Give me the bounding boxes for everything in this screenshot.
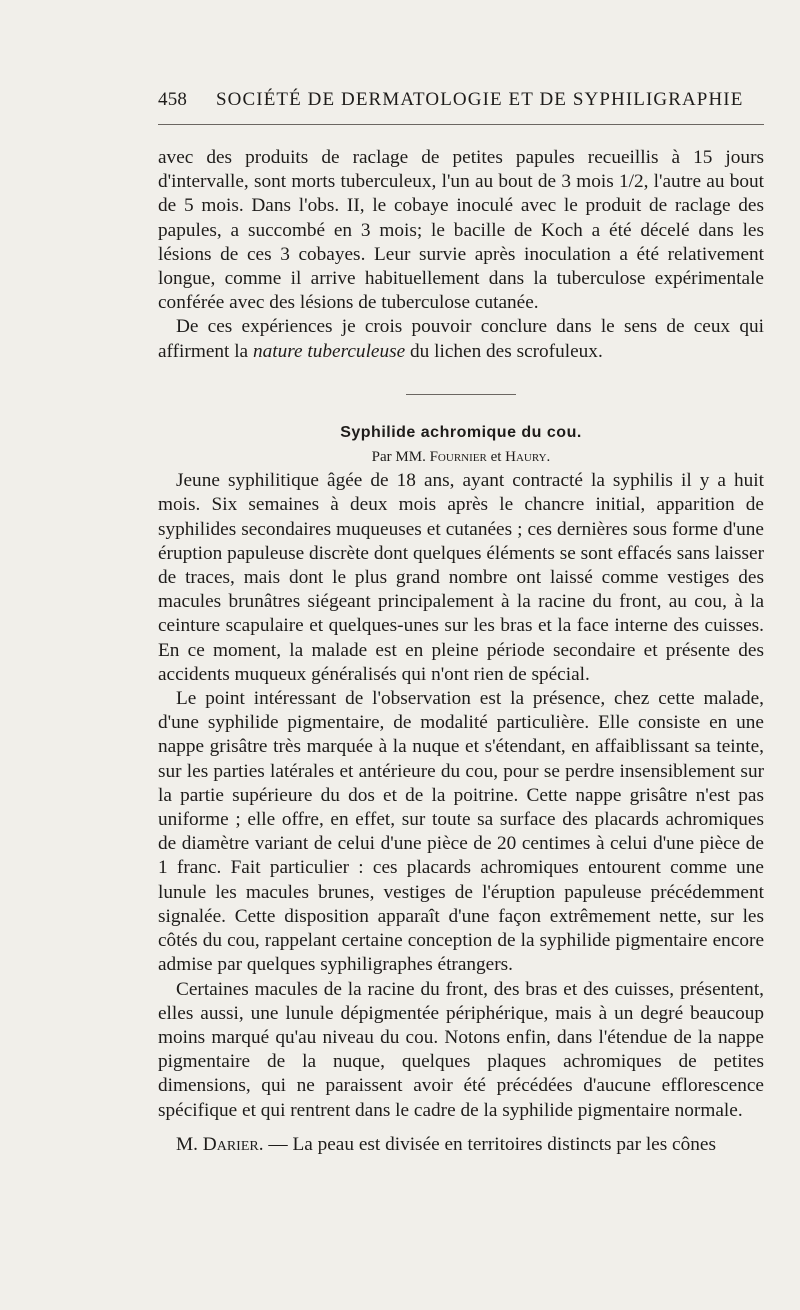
paragraph-macules: Certaines macules de la racine du front, des bras et des cuisses, présentent, elles aussi, une lunule dépigmentée périphérique, mais à un degré beaucoup moins marqué qu'au niveau du cou. Notons enfin, dans l'étendue de la nappe pigmentaire de la nuque, quelques plaques achromiques de petites dimensions, qui ne paraissent avoir été précédées d'aucune efflorescence spécifique et qui rentrent dans le cadre de la syphilide pigmentaire normale.	[158, 978, 764, 1121]
conclusion-text: De ces expériences je crois pouvoir conclure dans le sens de ceux qui affirment la	[158, 316, 764, 362]
author-fournier: Fournier	[429, 449, 487, 466]
section-authors	[158, 445, 764, 469]
body-text	[158, 146, 764, 1157]
page-number: 458	[158, 89, 188, 110]
section-title: Syphilide achromique du cou.	[340, 423, 582, 441]
header-rule	[158, 124, 764, 125]
authors-conjunction: et	[490, 449, 502, 466]
conclusion-emphasis: nature tuberculeuse	[252, 340, 406, 362]
paragraph-continued: avec des produits de raclage de petites papules recueillis à 15 jours d'intervalle, sont morts tuberculeux, l'un au bout de 3 mois 1/2, l'autre au bout de 5 mois. Dans l'obs. II, le cobaye inoculé avec le produit de raclage des papules, a succombé en 3 mois; le bacille de Koch a été décelé dans les lésions de ces 3 cobayes. Leur survie après inoculation a été relativement longue, comme il arrive habituellement dans la tuberculose expérimentale conférée avec des lésions de tuberculose cutanée.	[158, 147, 764, 314]
conclusion-end: du lichen des scrofuleux.	[405, 340, 603, 362]
paragraph-darier	[158, 1133, 764, 1157]
darier-text: — La peau est divisée en territoires distincts par les cônes	[263, 1133, 716, 1155]
paragraph-case: Jeune syphilitique âgée de 18 ans, ayant contracté la syphilis il y a huit mois. Six semaines à deux mois après le chancre initial, apparition de syphilides secondaires muqueuses et cutanées ; ces dernières sous forme d'une éruption papuleuse discrète dont quelques éléments se sont effacés sans laisser de traces, mais dont le plus grand nombre ont laissé comme vestiges des macules brunâtres siégeant principalement à la racine du front, au cou, à la ceinture scapulaire et quelques-unes sur les bras et la face interne des cuisses. En ce moment, la malade est en pleine période secondaire et présente des accidents muqueux généralisés qui n'ont rien de spécial.	[158, 470, 764, 685]
running-head	[158, 89, 758, 111]
authors-prefix: Par MM.	[371, 449, 426, 466]
author-haury: Haury.	[505, 449, 551, 466]
running-title: SOCIÉTÉ DE DERMATOLOGIE ET DE SYPHILIGRAPHIE	[216, 89, 744, 110]
speaker-darier: M. Darier.	[176, 1133, 264, 1155]
paragraph-conclusion	[158, 315, 764, 363]
section-separator	[406, 394, 516, 395]
paragraph-observation: Le point intéressant de l'observation est la présence, chez cette malade, d'une syphilide pigmentaire, de modalité particulière. Elle consiste en une nappe grisâtre très marquée à la nuque et s'étendant, en affaiblissant sa teinte, sur les parties latérales et antérieure du cou, pour se perdre insensiblement sur la partie supérieure du dos et de la poitrine. Cette nappe grisâtre n'est pas uniforme ; elle offre, en effet, sur toute sa surface des placards achromiques de diamètre variant de celui d'une pièce de 20 centimes à celui d'une pièce de 1 franc. Fait particulier : ces placards achromiques entourent comme une lunule les macules brunes, vestiges de l'éruption papuleuse précédemment signalée. Cette disposition apparaît d'une façon extrêmement nette, sur les côtés du cou, rappelant certaine conception de la syphilide pigmentaire encore admise par quelques syphiligraphes étrangers.	[158, 688, 764, 976]
